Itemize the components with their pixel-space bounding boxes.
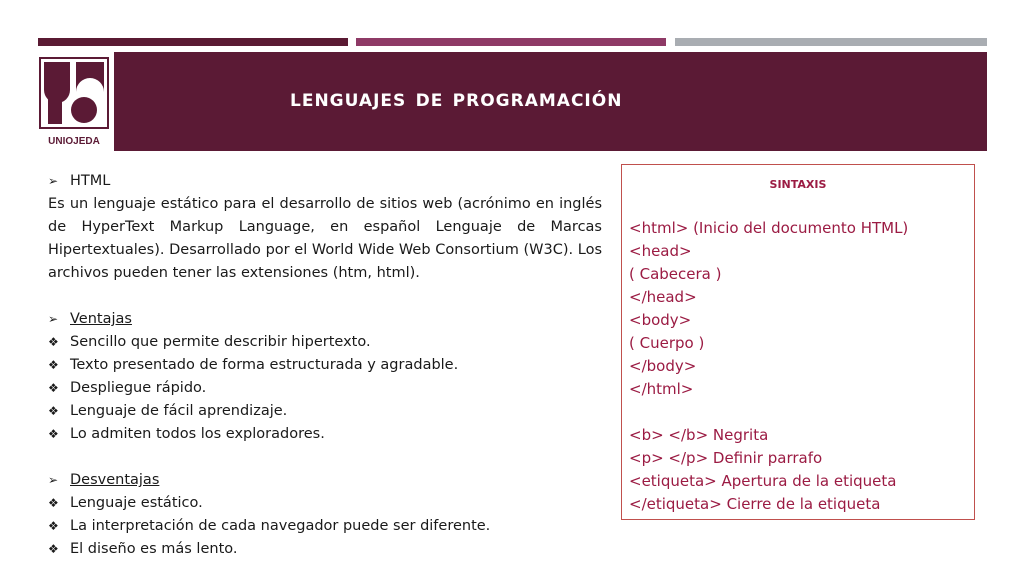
syntax-line: <head> (629, 242, 692, 260)
uniojeda-logo (34, 52, 114, 151)
arrow-bullet-icon: ➢ (48, 312, 59, 326)
list-item: ❖ Sencillo que permite describir hipertexto. (48, 331, 602, 354)
logo-caption: UNIOJEDA (48, 136, 100, 147)
desventajas-heading: Desventajas (70, 472, 160, 488)
list-item: ❖ Lenguaje estático. (48, 492, 602, 515)
syntax-line: <html> (Inicio del documento HTML) (629, 219, 909, 237)
title-banner (114, 52, 987, 151)
diamond-bullet-icon: ❖ (48, 542, 59, 556)
syntax-line: <body> (629, 311, 692, 329)
syntax-line: <b> </b> Negrita (629, 426, 769, 444)
syntax-line (629, 401, 974, 424)
html-heading-line (48, 170, 602, 193)
diamond-bullet-icon: ❖ (48, 427, 59, 441)
list-item: ❖ El diseño es más lento. (48, 538, 602, 561)
page-title: lenguajes de programación (290, 84, 623, 112)
arrow-bullet-icon: ➢ (48, 174, 59, 188)
diamond-bullet-icon: ❖ (48, 335, 59, 349)
list-item: ❖ Lo admiten todos los exploradores. (48, 423, 602, 446)
content-left (48, 170, 602, 561)
desventajas-heading-line (48, 469, 602, 492)
list-item: ❖ Despliegue rápido. (48, 377, 602, 400)
syntax-heading: sintaxis (769, 173, 827, 192)
html-heading: HTML (70, 173, 111, 189)
diamond-bullet-icon: ❖ (48, 358, 59, 372)
syntax-line: <etiqueta> Apertura de la etiqueta (629, 472, 897, 490)
syntax-line: </etiqueta> Cierre de la etiqueta (629, 495, 881, 513)
syntax-line: </body> (629, 357, 697, 375)
arrow-bullet-icon: ➢ (48, 473, 59, 487)
ventajas-heading: Ventajas (70, 311, 132, 327)
top-bar-magenta (356, 38, 666, 46)
ventajas-heading-line (48, 308, 602, 331)
logo-emblem-icon (34, 52, 114, 134)
top-bar-gray (675, 38, 987, 46)
syntax-line: ( Cuerpo ) (629, 334, 705, 352)
syntax-box (621, 164, 975, 520)
diamond-bullet-icon: ❖ (48, 519, 59, 533)
syntax-line: <p> </p> Definir parrafo (629, 449, 823, 467)
syntax-line: ( Cabecera ) (629, 265, 722, 283)
top-bar-dark (38, 38, 348, 46)
list-item: ❖ Lenguaje de fácil aprendizaje. (48, 400, 602, 423)
diamond-bullet-icon: ❖ (48, 496, 59, 510)
html-description: Es un lenguaje estático para el desarrollo de sitios web (acrónimo en inglés de HyperText Markup Language, en español Lenguaje de Marcas Hipertextuales). Desarrollado por el World Wide Web Consortium (W3C). Los archivos pueden tener las extensiones (htm, html). (48, 196, 602, 281)
diamond-bullet-icon: ❖ (48, 404, 59, 418)
diamond-bullet-icon: ❖ (48, 381, 59, 395)
syntax-line: </html> (629, 380, 694, 398)
syntax-line: </head> (629, 288, 697, 306)
list-item: ❖ La interpretación de cada navegador puede ser diferente. (48, 515, 602, 538)
list-item: ❖ Texto presentado de forma estructurada y agradable. (48, 354, 602, 377)
